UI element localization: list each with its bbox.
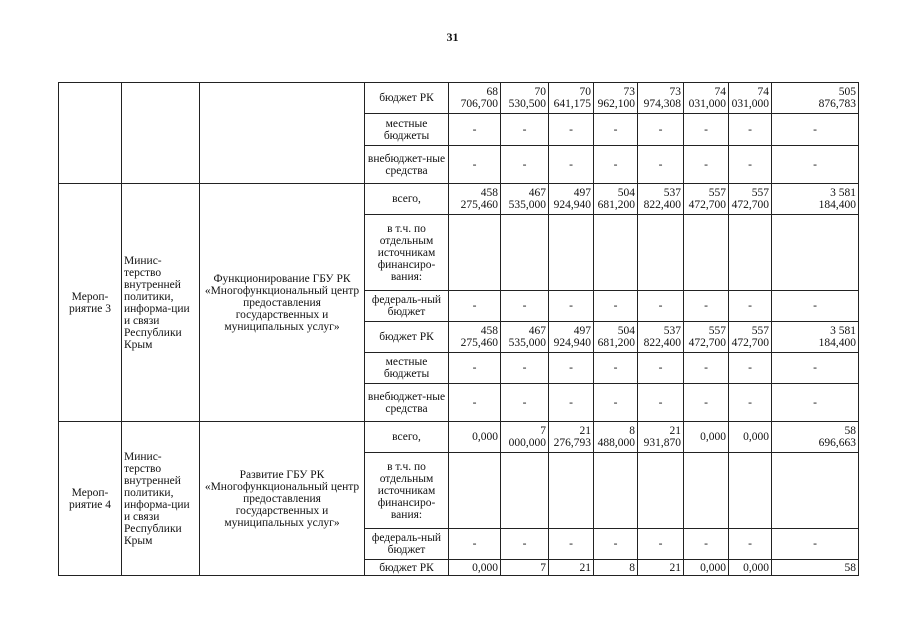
value-part: 974,308 xyxy=(643,98,681,110)
value-part: 537 xyxy=(663,325,681,337)
value-part: 70 xyxy=(579,86,591,98)
year-value-cell: - xyxy=(729,114,772,146)
value-part: 472,700 xyxy=(688,337,726,349)
event4-row xyxy=(59,422,859,453)
total-value-cell: - xyxy=(772,529,859,560)
funding-source-cell: внебюджет-ные средства xyxy=(365,146,449,184)
year-value-cell: - xyxy=(638,353,684,384)
value-part: 74 xyxy=(714,86,726,98)
year-value-cell xyxy=(729,453,772,529)
year-value-cell: - xyxy=(449,529,501,560)
event-name-cell: Развитие ГБУ РК «Многофункциональный центр предоставления государственных и муниципальных услуг» xyxy=(200,422,365,576)
year-value-cell xyxy=(449,184,501,215)
value-part: 924,940 xyxy=(553,337,591,349)
year-value-cell: - xyxy=(638,529,684,560)
year-value-cell: 0,000 xyxy=(684,560,729,576)
year-value-cell xyxy=(729,184,772,215)
funding-source-cell: федераль-ный бюджет xyxy=(365,291,449,322)
year-value-cell xyxy=(729,322,772,353)
event-label: Мероп-риятие 3 xyxy=(59,184,122,422)
total-value-cell: - xyxy=(772,291,859,322)
funding-source-cell: в т.ч. по отдельным источникам финансиро-вания: xyxy=(365,215,449,291)
year-value-cell: - xyxy=(729,384,772,422)
year-value-cell: - xyxy=(549,529,594,560)
year-value-cell: - xyxy=(549,353,594,384)
value-part: 472,700 xyxy=(688,199,726,211)
year-value-cell xyxy=(594,422,638,453)
value-part: 557 xyxy=(708,187,726,199)
value-part: 641,175 xyxy=(553,98,591,110)
year-value-cell: - xyxy=(501,114,549,146)
year-value-cell: - xyxy=(729,353,772,384)
funding-source-cell: в т.ч. по отдельным источникам финансиро-вания: xyxy=(365,453,449,529)
value-part: 73 xyxy=(623,86,635,98)
value-part: 000,000 xyxy=(508,437,546,449)
year-value-cell xyxy=(549,83,594,114)
value-part: 931,870 xyxy=(643,437,681,449)
year-value-cell: - xyxy=(449,353,501,384)
year-value-cell: - xyxy=(729,146,772,184)
total-value-cell xyxy=(772,83,859,114)
total-value-cell: - xyxy=(772,353,859,384)
year-value-cell xyxy=(449,453,501,529)
year-value-cell xyxy=(501,83,549,114)
value-part: 876,783 xyxy=(818,98,856,110)
value-part: 70 xyxy=(534,86,546,98)
value-part: 467 xyxy=(528,187,546,199)
value-part: 21 xyxy=(579,425,591,437)
year-value-cell xyxy=(638,422,684,453)
value-part: 505 xyxy=(838,86,856,98)
year-value-cell: - xyxy=(594,529,638,560)
value-part: 68 xyxy=(486,86,498,98)
value-part: 681,200 xyxy=(597,199,635,211)
year-value-cell: - xyxy=(638,384,684,422)
year-value-cell xyxy=(594,322,638,353)
executor-cell xyxy=(122,83,200,184)
year-value-cell xyxy=(449,215,501,291)
event-name-cell xyxy=(200,83,365,184)
total-value-cell xyxy=(772,322,859,353)
total-value-cell: - xyxy=(772,384,859,422)
value-part: 488,000 xyxy=(597,437,635,449)
funding-source-cell: бюджет РК xyxy=(365,83,449,114)
budget-table-body xyxy=(59,83,859,576)
value-part: 557 xyxy=(708,325,726,337)
funding-source-cell: внебюджет-ные средства xyxy=(365,384,449,422)
value-part: 822,400 xyxy=(643,337,681,349)
year-value-cell: - xyxy=(501,353,549,384)
value-part: 74 xyxy=(757,86,769,98)
total-value-cell: - xyxy=(772,146,859,184)
year-value-cell xyxy=(549,422,594,453)
event-label: Мероп-риятие 4 xyxy=(59,422,122,576)
year-value-cell xyxy=(638,215,684,291)
year-value-cell xyxy=(638,83,684,114)
year-value-cell: - xyxy=(501,146,549,184)
value-part: 58 xyxy=(844,425,856,437)
total-value-cell xyxy=(772,422,859,453)
year-value-cell xyxy=(549,184,594,215)
year-value-cell xyxy=(729,83,772,114)
year-value-cell xyxy=(501,184,549,215)
year-value-cell: - xyxy=(449,291,501,322)
total-value-cell: - xyxy=(772,114,859,146)
year-value-cell: - xyxy=(449,384,501,422)
year-value-cell xyxy=(594,215,638,291)
budget-row xyxy=(59,83,859,114)
total-value-cell xyxy=(772,453,859,529)
year-value-cell xyxy=(501,322,549,353)
year-value-cell xyxy=(449,83,501,114)
year-value-cell: - xyxy=(594,146,638,184)
event3-row xyxy=(59,184,859,215)
value-part: 3 581 xyxy=(830,187,856,199)
event-name-cell: Функционирование ГБУ РК «Многофункциональный центр предоставления государственных и муниципальных услуг» xyxy=(200,184,365,422)
value-part: 184,400 xyxy=(818,199,856,211)
year-value-cell xyxy=(684,322,729,353)
year-value-cell xyxy=(594,453,638,529)
value-part: 537 xyxy=(663,187,681,199)
funding-source-cell: местные бюджеты xyxy=(365,353,449,384)
funding-source-cell: федераль-ный бюджет xyxy=(365,529,449,560)
value-part: 504 xyxy=(617,325,635,337)
year-value-cell: - xyxy=(684,353,729,384)
value-part: 275,460 xyxy=(460,199,498,211)
year-value-cell xyxy=(594,83,638,114)
year-value-cell: - xyxy=(594,384,638,422)
year-value-cell xyxy=(501,215,549,291)
year-value-cell: 0,000 xyxy=(729,422,772,453)
funding-source-cell: бюджет РК xyxy=(365,560,449,576)
year-value-cell: - xyxy=(501,529,549,560)
executor-cell: Минис-терство внутренней политики, информа-ции и связи Республики Крым xyxy=(122,184,200,422)
value-part: 504 xyxy=(617,187,635,199)
year-value-cell: - xyxy=(594,353,638,384)
year-value-cell xyxy=(549,215,594,291)
value-part: 681,200 xyxy=(597,337,635,349)
year-value-cell xyxy=(638,453,684,529)
year-value-cell: - xyxy=(501,384,549,422)
budget-table xyxy=(58,82,859,576)
year-value-cell: 21 xyxy=(638,560,684,576)
year-value-cell: - xyxy=(501,291,549,322)
year-value-cell: - xyxy=(449,114,501,146)
value-part: 7 xyxy=(540,425,546,437)
value-part: 822,400 xyxy=(643,199,681,211)
value-part: 276,793 xyxy=(553,437,591,449)
year-value-cell xyxy=(638,184,684,215)
value-part: 458 xyxy=(480,325,498,337)
value-part: 497 xyxy=(573,187,591,199)
year-value-cell xyxy=(684,184,729,215)
year-value-cell: 0,000 xyxy=(729,560,772,576)
total-value-cell xyxy=(772,215,859,291)
year-value-cell: - xyxy=(449,146,501,184)
year-value-cell: - xyxy=(729,529,772,560)
year-value-cell xyxy=(729,215,772,291)
year-value-cell xyxy=(449,322,501,353)
value-part: 557 xyxy=(751,325,769,337)
value-part: 21 xyxy=(669,425,681,437)
year-value-cell: - xyxy=(638,146,684,184)
year-value-cell: 0,000 xyxy=(449,422,501,453)
value-part: 535,000 xyxy=(508,199,546,211)
value-part: 3 581 xyxy=(830,325,856,337)
value-part: 962,100 xyxy=(597,98,635,110)
funding-source-cell: бюджет РК xyxy=(365,322,449,353)
value-part: 557 xyxy=(751,187,769,199)
year-value-cell xyxy=(638,322,684,353)
year-value-cell: 7 xyxy=(501,560,549,576)
year-value-cell: - xyxy=(638,114,684,146)
total-value-cell xyxy=(772,184,859,215)
year-value-cell: - xyxy=(594,114,638,146)
year-value-cell: - xyxy=(684,291,729,322)
funding-source-cell: всего, xyxy=(365,422,449,453)
year-value-cell: - xyxy=(549,291,594,322)
year-value-cell: - xyxy=(729,291,772,322)
value-part: 8 xyxy=(629,425,635,437)
year-value-cell xyxy=(594,184,638,215)
year-value-cell xyxy=(501,422,549,453)
value-part: 706,700 xyxy=(460,98,498,110)
value-part: 472,700 xyxy=(731,199,769,211)
value-part: 031,000 xyxy=(731,98,769,110)
year-value-cell: - xyxy=(684,384,729,422)
value-part: 535,000 xyxy=(508,337,546,349)
value-part: 472,700 xyxy=(731,337,769,349)
value-part: 467 xyxy=(528,325,546,337)
value-part: 458 xyxy=(480,187,498,199)
value-part: 275,460 xyxy=(460,337,498,349)
year-value-cell xyxy=(684,453,729,529)
value-part: 530,500 xyxy=(508,98,546,110)
year-value-cell: - xyxy=(684,146,729,184)
year-value-cell: - xyxy=(684,114,729,146)
year-value-cell xyxy=(684,83,729,114)
year-value-cell: - xyxy=(684,529,729,560)
funding-source-cell: местные бюджеты xyxy=(365,114,449,146)
year-value-cell: - xyxy=(549,146,594,184)
value-part: 924,940 xyxy=(553,199,591,211)
year-value-cell: 0,000 xyxy=(449,560,501,576)
total-value-cell: 58 xyxy=(772,560,859,576)
year-value-cell xyxy=(684,215,729,291)
value-part: 184,400 xyxy=(818,337,856,349)
year-value-cell: 0,000 xyxy=(684,422,729,453)
event-label xyxy=(59,83,122,184)
year-value-cell xyxy=(549,322,594,353)
value-part: 73 xyxy=(669,86,681,98)
year-value-cell: - xyxy=(638,291,684,322)
year-value-cell: - xyxy=(549,114,594,146)
funding-source-cell: всего, xyxy=(365,184,449,215)
year-value-cell: 8 xyxy=(594,560,638,576)
executor-cell: Минис-терство внутренней политики, информа-ции и связи Республики Крым xyxy=(122,422,200,576)
value-part: 696,663 xyxy=(818,437,856,449)
year-value-cell xyxy=(501,453,549,529)
page-number: 31 xyxy=(446,30,459,44)
year-value-cell: - xyxy=(594,291,638,322)
year-value-cell: 21 xyxy=(549,560,594,576)
value-part: 497 xyxy=(573,325,591,337)
value-part: 031,000 xyxy=(688,98,726,110)
year-value-cell xyxy=(549,453,594,529)
year-value-cell: - xyxy=(549,384,594,422)
